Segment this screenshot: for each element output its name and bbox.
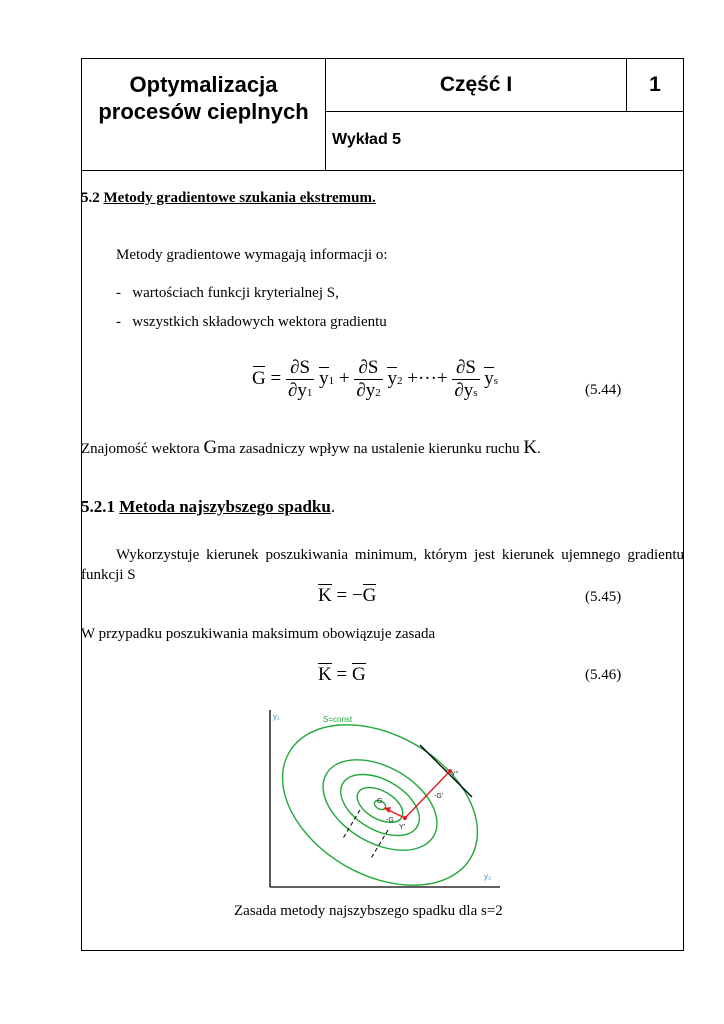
bullet-item: - wszystkich składowych wektora gradientu: [116, 314, 387, 330]
tangent-line: [420, 745, 472, 797]
arrowhead: [384, 807, 391, 813]
descent-arrow: [405, 771, 450, 818]
lecture-label: Wykład 5: [332, 131, 402, 148]
label-minus-g2: -G': [434, 793, 444, 800]
section-heading: 5.2 Metody gradientowe szukania ekstremum.: [81, 190, 376, 206]
part-label: Część I: [439, 73, 513, 96]
axis-label-x: y₂: [484, 872, 492, 881]
subsection-heading: 5.2.1 Metoda najszybszego spadku.: [81, 497, 336, 516]
equation-5-46: K = G: [318, 664, 366, 685]
equation-number: (5.45): [585, 589, 622, 605]
page-number: 1: [649, 73, 661, 96]
step-point: [403, 816, 407, 820]
figure-caption: Zasada metody najszybszego spadku dla s=2: [234, 903, 503, 919]
gradient-note: Znajomość wektora Gma zasadniczy wpływ na ustalenie kierunku ruchu K.: [81, 437, 541, 458]
steepest-descent-figure: [260, 700, 510, 895]
contour-lines: [260, 700, 506, 895]
curve-label: S=const: [323, 715, 353, 724]
course-title: Optymalizacja procesów cieplnych: [98, 72, 309, 124]
equation-number: (5.44): [585, 382, 622, 398]
method-description: Wykorzystuje kierunek poszukiwania minimum, którym jest kierunek ujemnego gradientu funkcji S: [81, 547, 684, 583]
bullet-item: - wartościach funkcji kryterialnej S,: [116, 285, 339, 301]
label-y-mid: Y': [399, 824, 406, 831]
axis-label-y: y₁: [273, 712, 280, 721]
header-table: [82, 59, 683, 171]
label-g: G: [377, 798, 383, 805]
equation-5-45: K = −G: [318, 585, 377, 606]
equation-number: (5.46): [585, 667, 622, 683]
label-y-top: Y°: [451, 771, 459, 778]
intro-text: Metody gradientowe wymagają informacji o:: [116, 247, 388, 263]
label-minus-g: -G: [386, 817, 394, 824]
maximum-rule-text: W przypadku poszukiwania maksimum obowiązuje zasada: [81, 626, 436, 642]
equation-5-44: G = $\frac{\partial S}{\partial y1}$ y1 + $\frac{\partial S}{\partial y2}$ y2 +···+ $\frac{\partial S}{\partial ys}$ ys: [252, 357, 499, 401]
